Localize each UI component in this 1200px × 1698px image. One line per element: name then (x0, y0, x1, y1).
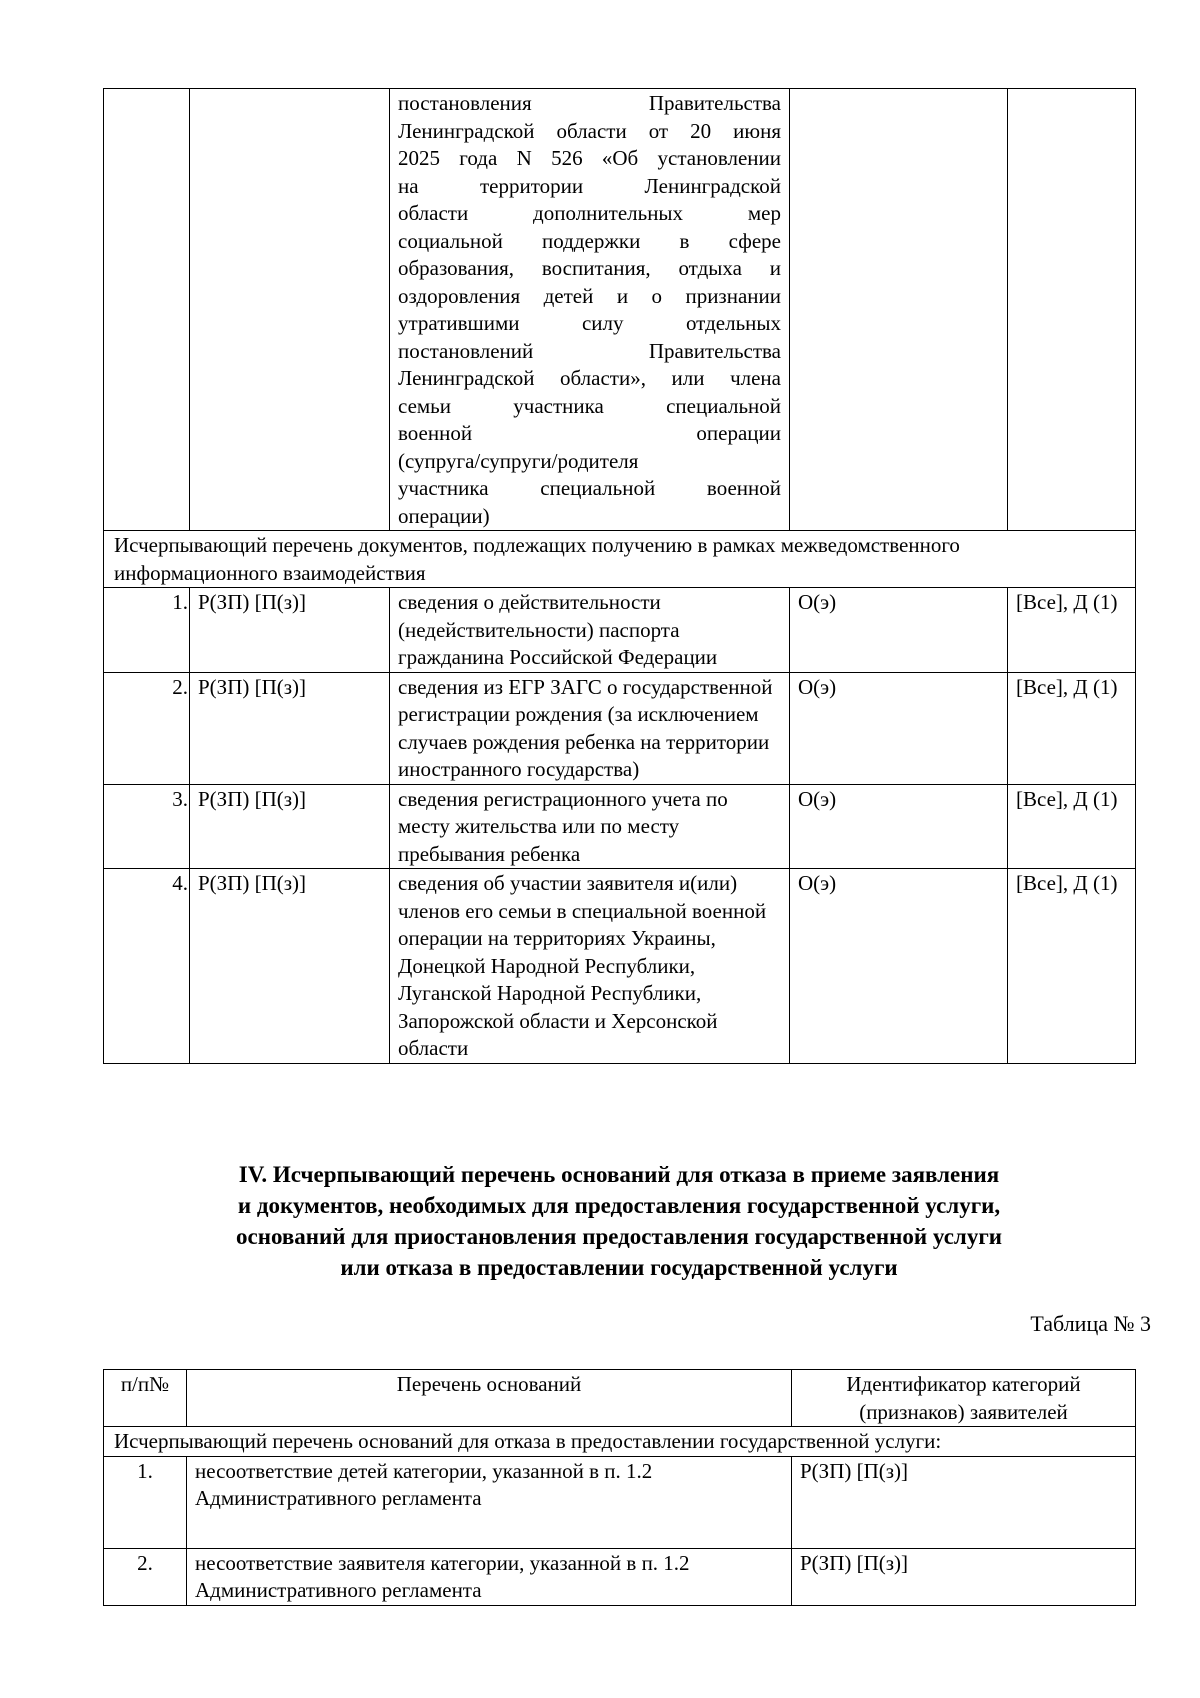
text-line: операции) (398, 503, 490, 528)
table-row (104, 1548, 1136, 1605)
text-line: участника специальной военной (398, 476, 781, 500)
table-row (104, 869, 1136, 1064)
text-line: 2025 года N 526 «Об установлении (398, 146, 781, 170)
grounds-table (103, 1369, 1136, 1606)
heading-line: оснований для приостановления предоставления государственной услуги (235, 1224, 1003, 1249)
header-num: п/п№ (104, 1370, 187, 1427)
row-form: О(э) (790, 869, 1008, 1064)
row-identifier: [Все], Д (1) (1008, 784, 1136, 869)
heading-line: и документов, необходимых для предоставления государственной услуги, (237, 1193, 1001, 1218)
row-ground: несоответствие заявителя категории, указанной в п. 1.2 Административного регламента (187, 1548, 792, 1605)
table-caption: Таблица № 3 (1030, 1311, 1151, 1336)
row-number: 3. (104, 784, 190, 869)
row-form: О(э) (790, 784, 1008, 869)
header-row (104, 1370, 1136, 1427)
row-number: 4. (104, 869, 190, 1064)
row-ground: несоответствие детей категории, указанной в п. 1.2 Административного регламента (187, 1456, 792, 1548)
table-row (104, 784, 1136, 869)
row-identifier: [Все], Д (1) (1008, 672, 1136, 784)
cell-empty (790, 89, 1008, 531)
text-line: Ленинградской области», или члена (398, 366, 781, 390)
continuation-row (104, 89, 1136, 531)
heading-line: IV. Исчерпывающий перечень оснований для отказа в приеме заявления (238, 1162, 1000, 1187)
text-line: (супруга/супруги/родителя (398, 448, 639, 473)
row-identifier: Р(ЗП) [П(з)] (792, 1456, 1136, 1548)
continuation-text (390, 89, 790, 531)
table-row (104, 588, 1136, 673)
header-grounds: Перечень оснований (187, 1370, 792, 1427)
section-row (104, 1427, 1136, 1457)
row-description: сведения из ЕГР ЗАГС о государственной регистрации рождения (за исключением случаев рождения ребенка на территории иностранного государства) (390, 672, 790, 784)
section-row (104, 531, 1136, 588)
row-description: сведения о действительности (недействительности) паспорта гражданина Российской Федерации (390, 588, 790, 673)
text-line: социальной поддержки в сфере (398, 228, 781, 253)
row-category: Р(ЗП) [П(з)] (190, 869, 390, 1064)
section-row-text: Исчерпывающий перечень документов, подлежащих получению в рамках межведомственного информационного взаимодействия (104, 531, 1136, 588)
table-row (104, 1456, 1136, 1548)
row-identifier: Р(ЗП) [П(з)] (792, 1548, 1136, 1605)
text-line: семьи участника специальной (398, 393, 781, 418)
row-form: О(э) (790, 588, 1008, 673)
cell-empty (1008, 89, 1136, 531)
text-line: постановления Правительства (398, 91, 781, 115)
cell-empty (104, 89, 190, 531)
section-row-text: Исчерпывающий перечень оснований для отказа в предоставлении государственной услуги: (104, 1427, 1136, 1457)
row-identifier: [Все], Д (1) (1008, 869, 1136, 1064)
row-number: 1. (104, 1456, 187, 1548)
text-line: Ленинградской области от 20 июня (398, 118, 781, 143)
documents-table (103, 88, 1136, 1064)
text-line: постановлений Правительства (398, 338, 781, 363)
text-line: утратившими силу отдельных (398, 311, 781, 335)
row-number: 2. (104, 672, 190, 784)
text-line: на территории Ленинградской (398, 173, 781, 198)
heading-line: или отказа в предоставлении государственной услуги (340, 1255, 898, 1280)
row-category: Р(ЗП) [П(з)] (190, 672, 390, 784)
header-identifier: Идентификатор категорий (признаков) заявителей (792, 1370, 1136, 1427)
text-line: военной операции (398, 421, 781, 445)
row-identifier: [Все], Д (1) (1008, 588, 1136, 673)
row-category: Р(ЗП) [П(з)] (190, 588, 390, 673)
text-line: области дополнительных мер (398, 201, 781, 225)
cell-empty (190, 89, 390, 531)
text-line: образования, воспитания, отдыха и (398, 256, 781, 280)
row-description: сведения об участии заявителя и(или) членов его семьи в специальной военной операции на территориях Украины, Донецкой Народной Республики, Луганской Народной Республики, Запорожской области и Херсонской области (390, 869, 790, 1064)
table-row (104, 672, 1136, 784)
row-category: Р(ЗП) [П(з)] (190, 784, 390, 869)
row-number: 1. (104, 588, 190, 673)
section-heading (103, 1159, 1135, 1283)
row-description: сведения регистрационного учета по месту жительства или по месту пребывания ребенка (390, 784, 790, 869)
text-line: оздоровления детей и о признании (398, 283, 781, 308)
row-form: О(э) (790, 672, 1008, 784)
row-number: 2. (104, 1548, 187, 1605)
